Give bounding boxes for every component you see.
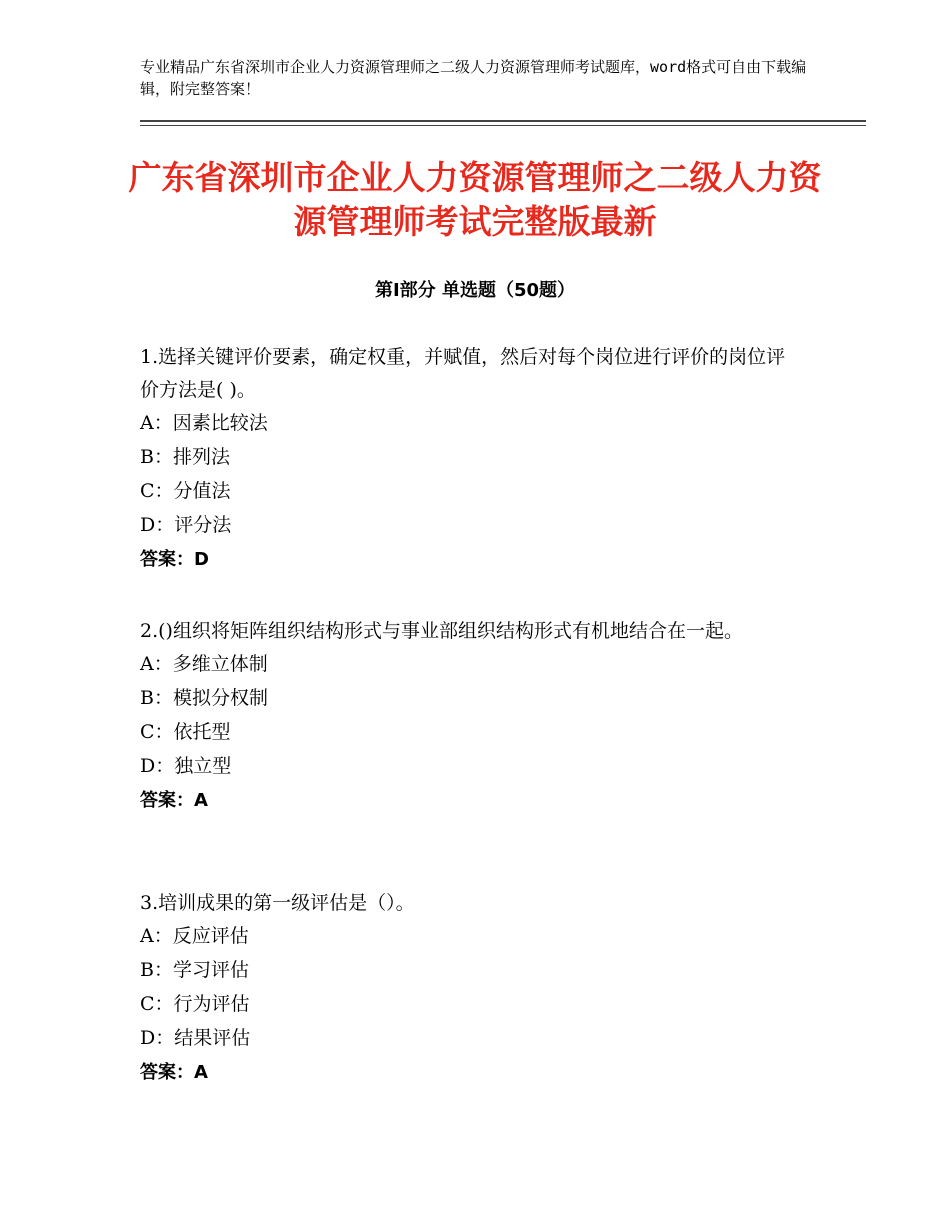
option-d: D：结果评估: [140, 1027, 251, 1049]
question-stem: 1.选择关键评价要素，确定权重，并赋值，然后对每个岗位进行评价的岗位评价方法是( )。: [140, 346, 786, 401]
header-divider: [140, 120, 866, 122]
option-b: B：排列法: [140, 446, 230, 468]
section-heading: 第Ⅰ部分 单选题（50题）: [374, 280, 575, 301]
answer: 答案：D: [140, 549, 209, 570]
option-b: B：模拟分权制: [140, 687, 268, 709]
option-b: B：学习评估: [140, 959, 249, 981]
question-2: [140, 615, 800, 818]
option-a: A：多维立体制: [140, 653, 268, 675]
option-a: A：反应评估: [140, 925, 249, 947]
option-a: A：因素比较法: [140, 412, 268, 434]
option-c: C：依托型: [140, 721, 231, 743]
question-3: [140, 887, 800, 1090]
header-divider-thin: [140, 125, 866, 126]
answer: 答案：A: [140, 790, 208, 811]
document-title: 广东省深圳市企业人力资源管理师之二级人力资源管理师考试完整版最新: [128, 158, 822, 241]
question-1: [140, 341, 800, 577]
option-d: D：独立型: [140, 755, 232, 777]
option-d: D：评分法: [140, 514, 232, 536]
answer: 答案：A: [140, 1062, 208, 1083]
header-note: 专业精品广东省深圳市企业人力资源管理师之二级人力资源管理师考试题库，word格式可自由下载编辑，附完整答案！: [140, 58, 807, 98]
question-stem: 2.()组织将矩阵组织结构形式与事业部组织结构形式有机地结合在一起。: [140, 620, 743, 642]
question-stem: 3.培训成果的第一级评估是（）。: [140, 892, 415, 914]
option-c: C：分值法: [140, 480, 231, 502]
option-c: C：行为评估: [140, 993, 250, 1015]
